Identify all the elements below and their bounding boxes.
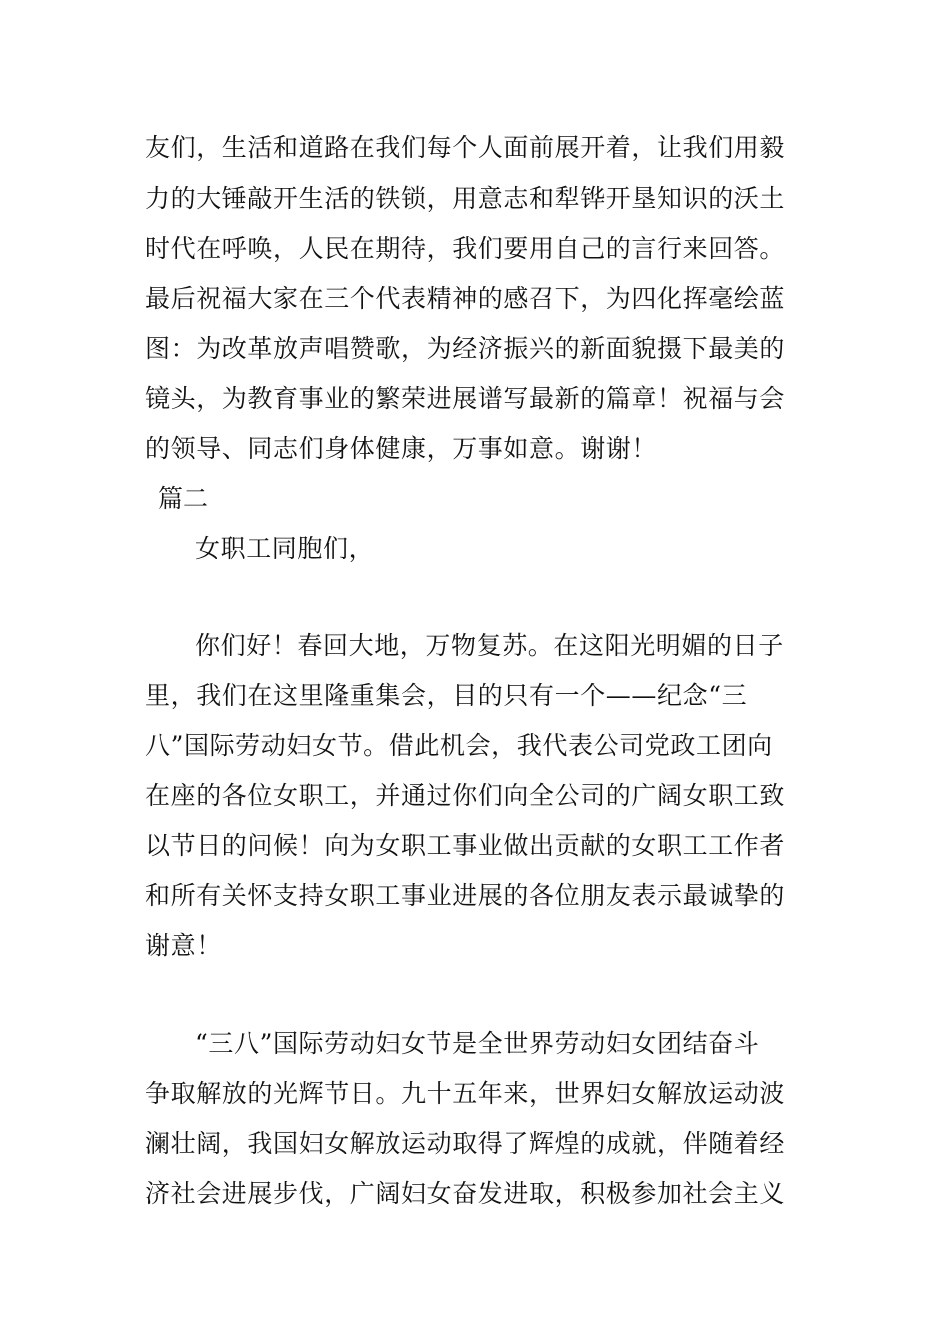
text-line: 镜头，为教育事业的繁荣进展谱写最新的篇章！祝福与会 — [145, 384, 786, 413]
text-line: 最后祝福大家在三个代表精神的感召下，为四化挥毫绘蓝 — [145, 284, 786, 313]
text-line: 和所有关怀支持女职工事业进展的各位朋友表示最诚挚的 — [145, 881, 786, 910]
text-line: 力的大锤敲开生活的铁锁，用意志和犁铧开垦知识的沃土 — [145, 184, 786, 213]
text-line: 澜壮阔，我国妇女解放运动取得了辉煌的成就，伴随着经 — [145, 1129, 786, 1158]
text-line: 友们，生活和道路在我们每个人面前展开着，让我们用毅 — [145, 133, 786, 162]
text-line: 济社会进展步伐，广阔妇女奋发进取，积极参加社会主义 — [145, 1179, 786, 1208]
text-line: 在座的各位女职工，并通过你们向全公司的广阔女职工致 — [145, 781, 786, 810]
text-line: 谢意！ — [145, 931, 222, 960]
text-line: “三八”国际劳动妇女节是全世界劳动妇女团结奋斗 — [195, 1029, 760, 1058]
text-line: 争取解放的光辉节日。九十五年来，世界妇女解放运动波 — [145, 1079, 786, 1108]
text-line: 时代在呼唤，人民在期待，我们要用自己的言行来回答。 — [145, 234, 786, 263]
text-line: 里，我们在这里隆重集会，目的只有一个——纪念“三 — [145, 681, 748, 710]
text-line: 的领导、同志们身体健康，万事如意。谢谢！ — [145, 434, 658, 463]
greeting: 女职工同胞们， — [195, 534, 375, 563]
section-heading: 篇二 — [158, 484, 209, 513]
text-line: 图：为改革放声唱赞歌，为经济振兴的新面貌摄下最美的 — [145, 334, 786, 363]
text-line: 以节日的问候！向为女职工事业做出贡献的女职工工作者 — [145, 831, 786, 860]
text-line: 八”国际劳动妇女节。借此机会，我代表公司党政工团向 — [145, 731, 773, 760]
text-line: 你们好！春回大地，万物复苏。在这阳光明媚的日子 — [195, 631, 784, 660]
